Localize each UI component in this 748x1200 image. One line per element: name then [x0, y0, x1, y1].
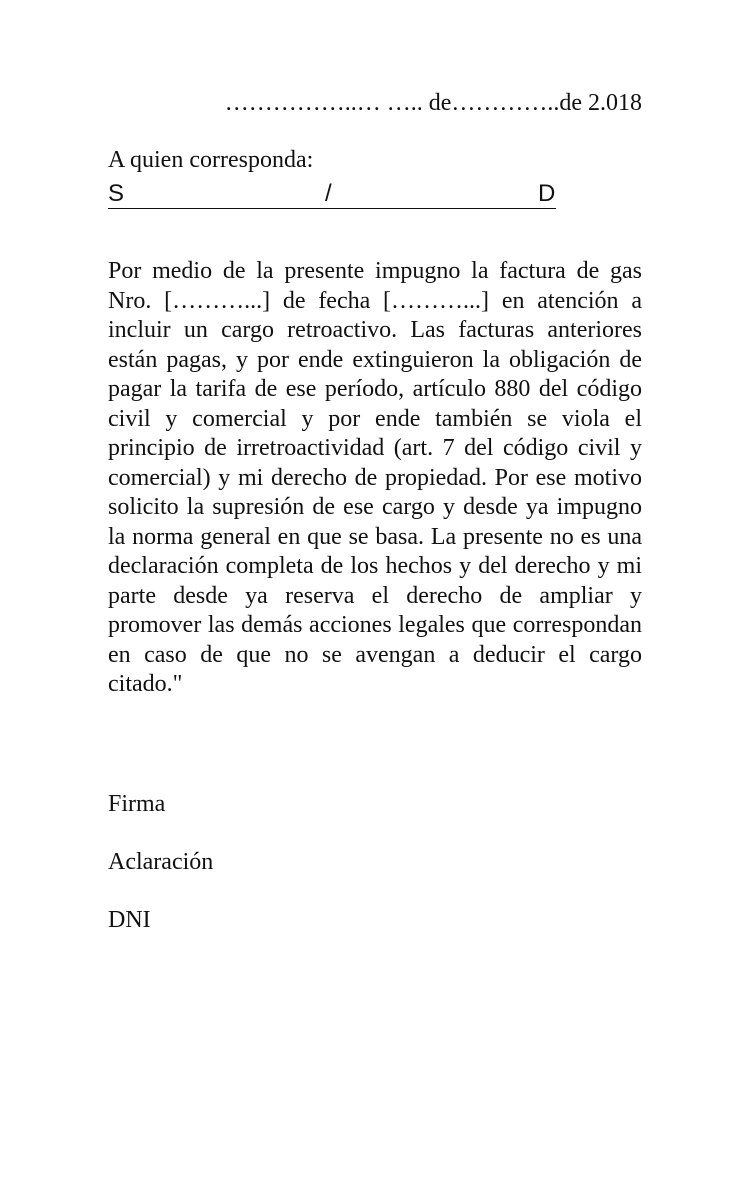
salutation-line	[108, 180, 556, 209]
letter-body: Por medio de la presente impugno la factura de gas Nro. [………...] de fecha [………...] en atención a incluir un cargo retroactivo. Las facturas anteriores están pagas, y por ende extinguieron la obligación de pagar la tarifa de ese período, artículo 880 del código civil y comercial y por ende también se viola el principio de irretroactividad (art. 7 del código civil y comercial) y mi derecho de propiedad. Por ese motivo solicito la supresión de ese cargo y desde ya impugno la norma general en que se basa. La presente no es una declaración completa de los hechos y del derecho y mi parte desde ya reserva el derecho de ampliar y promover las demás acciones legales que correspondan en caso de que no se avengan a deducir el cargo citado."	[108, 258, 642, 697]
salutation-s: S	[108, 180, 125, 207]
dni-label: DNI	[108, 907, 151, 933]
salutation-d: D	[538, 180, 556, 207]
greeting: A quien corresponda:	[108, 147, 314, 173]
salutation-slash: /	[325, 180, 332, 207]
clarification-label: Aclaración	[108, 849, 214, 875]
signature-label: Firma	[108, 791, 166, 817]
date-line: ……………..… ….. de…………..de 2.018	[224, 90, 642, 116]
